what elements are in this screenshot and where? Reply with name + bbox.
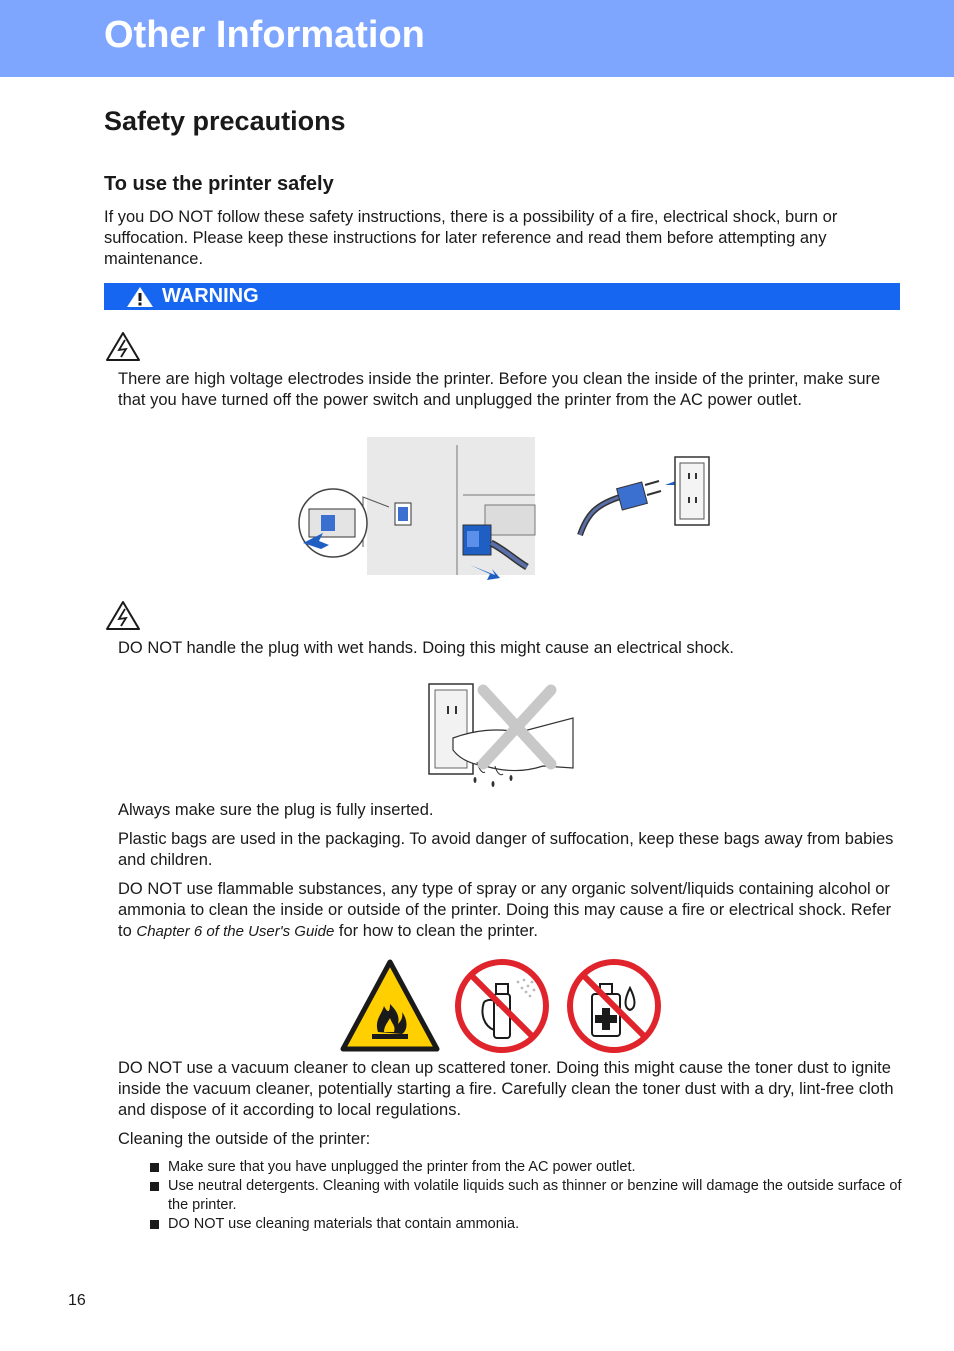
warning-banner <box>104 283 900 310</box>
wet-hands-text: DO NOT handle the plug with wet hands. Doing this might cause an electrical shock. <box>118 639 735 657</box>
vacuum-text: DO NOT use a vacuum cleaner to clean up scattered toner. Doing this might cause the toner dust to ignite inside the vacuum cleaner, potentially starting a fire. Carefully clean the toner dust with a dry, lint-free cloth and dispose of it according to local regulations. <box>118 1059 894 1119</box>
cleaning-bullet-list <box>150 1158 910 1234</box>
warning-label: WARNING <box>162 285 259 307</box>
cleaning-outside-text: Cleaning the outside of the printer: <box>118 1130 371 1148</box>
users-guide-reference: Chapter 6 of the User's Guide <box>136 923 335 940</box>
no-spray-icon <box>454 958 550 1054</box>
list-item: Use neutral detergents. Cleaning with volatile liquids such as thinner or benzine will damage the outside surface of the printer. <box>150 1177 910 1215</box>
page-title: Other Information <box>104 14 425 56</box>
no-solvent-icon <box>566 958 662 1054</box>
flammable-text-part: DO NOT use flammable substances, any type of spray or any organic solvent/liquids containing alcohol or ammonia to clean the inside or outside of the printer. Doing this may cause a fire or electrical shock. Refer to <box>118 880 892 940</box>
unplug-printer-illustration <box>295 435 715 585</box>
high-voltage-text: There are high voltage electrodes inside the printer. Before you clean the inside of the printer, make sure that you have turned off the power switch and unplugged the printer from the AC power outlet. <box>118 370 881 409</box>
plastic-bags-text: Plastic bags are used in the packaging. To avoid danger of suffocation, keep these bags away from babies and children. <box>118 830 894 869</box>
intro-paragraph: If you DO NOT follow these safety instructions, there is a possibility of a fire, electrical shock, burn or suffocation. Please keep these instructions for later reference and read them before attempting any maintenance. <box>104 208 838 268</box>
page-number: 16 <box>68 1292 86 1309</box>
flammable-text-part: for how to clean the printer. <box>334 922 538 940</box>
plug-inserted-text: Always make sure the plug is fully inserted. <box>118 801 434 819</box>
section-title: Safety precautions <box>104 106 346 136</box>
high-voltage-icon <box>105 600 141 631</box>
header-band <box>0 0 954 77</box>
wet-hands-illustration <box>425 680 580 790</box>
fire-warning-icon <box>340 958 440 1053</box>
subsection-title: To use the printer safely <box>104 173 334 195</box>
flammable-text <box>118 879 904 942</box>
warning-triangle-icon <box>126 286 154 308</box>
list-item: Make sure that you have unplugged the printer from the AC power outlet. <box>150 1158 910 1177</box>
high-voltage-icon <box>105 331 141 362</box>
list-item: DO NOT use cleaning materials that contain ammonia. <box>150 1215 910 1234</box>
